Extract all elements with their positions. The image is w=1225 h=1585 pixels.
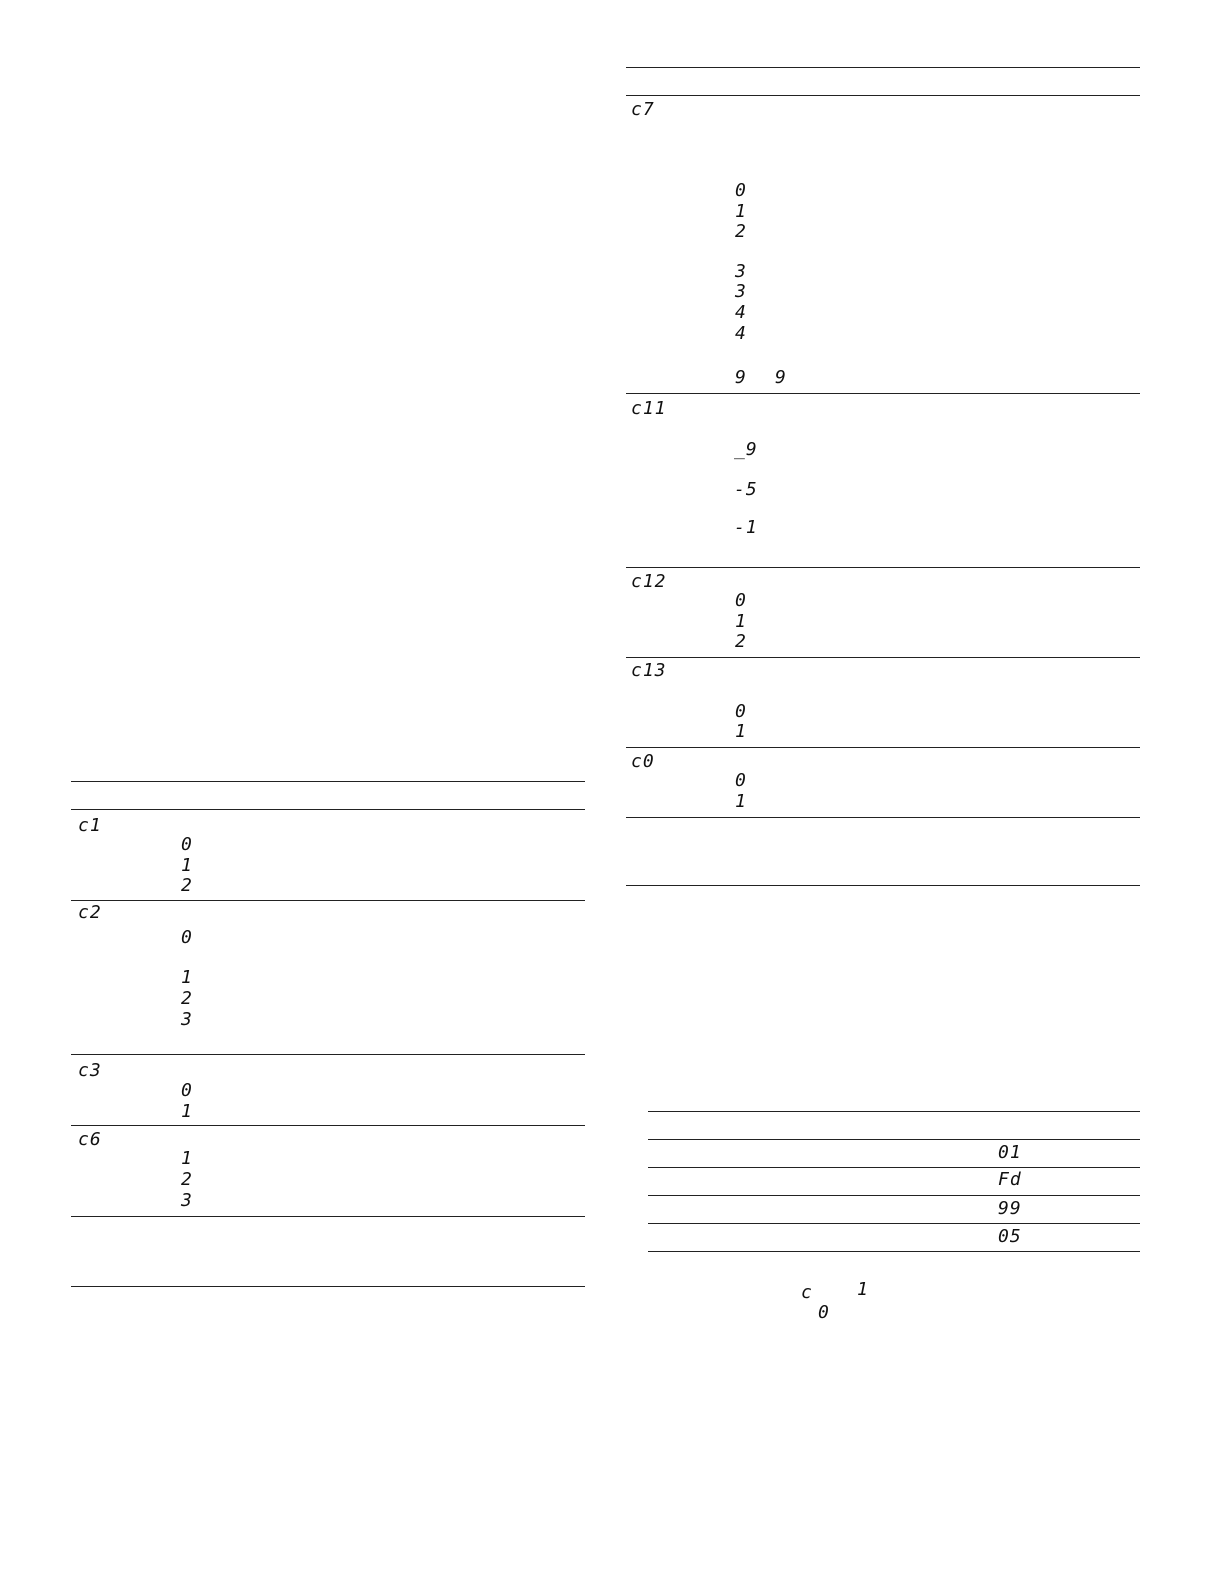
setting-code: c3 bbox=[78, 1060, 102, 1081]
setting-option: 2 bbox=[735, 221, 747, 242]
table-row-divider bbox=[648, 1195, 1140, 1196]
setting-option: 4 bbox=[735, 323, 747, 344]
footnote-glyph: c bbox=[801, 1282, 813, 1303]
setting-option: 4 bbox=[735, 302, 747, 323]
setting-option: 3 bbox=[735, 261, 747, 282]
table-value: Fd bbox=[998, 1169, 1022, 1190]
table-rule-header bbox=[626, 95, 1140, 96]
setting-option: 1 bbox=[735, 791, 747, 812]
setting-option: 2 bbox=[735, 631, 747, 652]
setting-code: c12 bbox=[631, 571, 667, 592]
setting-code: c7 bbox=[631, 99, 655, 120]
table-row-divider bbox=[648, 1167, 1140, 1168]
setting-option: 1 bbox=[181, 1101, 193, 1122]
table-row-divider bbox=[626, 393, 1140, 394]
setting-option: 3 bbox=[181, 1190, 193, 1211]
setting-option: -1 bbox=[734, 517, 758, 538]
table-rule-header bbox=[648, 1139, 1140, 1140]
setting-code: c11 bbox=[631, 398, 667, 419]
setting-option: 0 bbox=[735, 180, 747, 201]
table-row-divider bbox=[71, 1054, 585, 1055]
setting-option: 2 bbox=[181, 988, 193, 1009]
table-row-divider bbox=[626, 747, 1140, 748]
table-row-divider bbox=[626, 567, 1140, 568]
setting-option: _9 bbox=[734, 439, 758, 460]
setting-option: 2 bbox=[181, 1169, 193, 1190]
setting-option: 0 bbox=[181, 834, 193, 855]
setting-code: c0 bbox=[631, 751, 655, 772]
table-rule-bottom bbox=[648, 1251, 1140, 1252]
footnote-glyph: 0 bbox=[818, 1302, 830, 1323]
setting-option: 1 bbox=[181, 855, 193, 876]
setting-option: 1 bbox=[181, 967, 193, 988]
table-rule-top bbox=[648, 1111, 1140, 1112]
setting-option: 0 bbox=[735, 770, 747, 791]
footnote-glyph: 1 bbox=[857, 1279, 869, 1300]
setting-option: 0 bbox=[735, 701, 747, 722]
setting-code: c13 bbox=[631, 660, 667, 681]
setting-code: c2 bbox=[78, 902, 102, 923]
table-value: 01 bbox=[998, 1142, 1022, 1163]
table-row-divider bbox=[71, 1125, 585, 1126]
table-rule-top bbox=[71, 781, 585, 782]
table-value: 99 bbox=[998, 1198, 1022, 1219]
table-rule-bottom bbox=[626, 885, 1140, 886]
setting-option: 0 bbox=[181, 927, 193, 948]
table-value: 05 bbox=[998, 1226, 1022, 1247]
setting-option: 1 bbox=[735, 721, 747, 742]
setting-option: 0 bbox=[181, 1080, 193, 1101]
table-row-divider bbox=[648, 1223, 1140, 1224]
setting-option: 9 bbox=[735, 367, 747, 388]
table-rule-top bbox=[626, 67, 1140, 68]
setting-option: 1 bbox=[735, 611, 747, 632]
table-rule-header bbox=[71, 809, 585, 810]
setting-option: -5 bbox=[734, 479, 758, 500]
setting-option: 2 bbox=[181, 875, 193, 896]
table-rule-bottom bbox=[71, 1286, 585, 1287]
table-row-divider bbox=[71, 900, 585, 901]
setting-option: 3 bbox=[181, 1009, 193, 1030]
setting-option: 1 bbox=[735, 201, 747, 222]
setting-code: c6 bbox=[78, 1129, 102, 1150]
setting-option: 3 bbox=[735, 281, 747, 302]
setting-option: 9 bbox=[775, 367, 787, 388]
setting-option: 1 bbox=[181, 1148, 193, 1169]
setting-option: 0 bbox=[735, 590, 747, 611]
table-row-divider bbox=[71, 1216, 585, 1217]
table-row-divider bbox=[626, 657, 1140, 658]
table-row-divider bbox=[626, 817, 1140, 818]
setting-code: c1 bbox=[78, 815, 102, 836]
